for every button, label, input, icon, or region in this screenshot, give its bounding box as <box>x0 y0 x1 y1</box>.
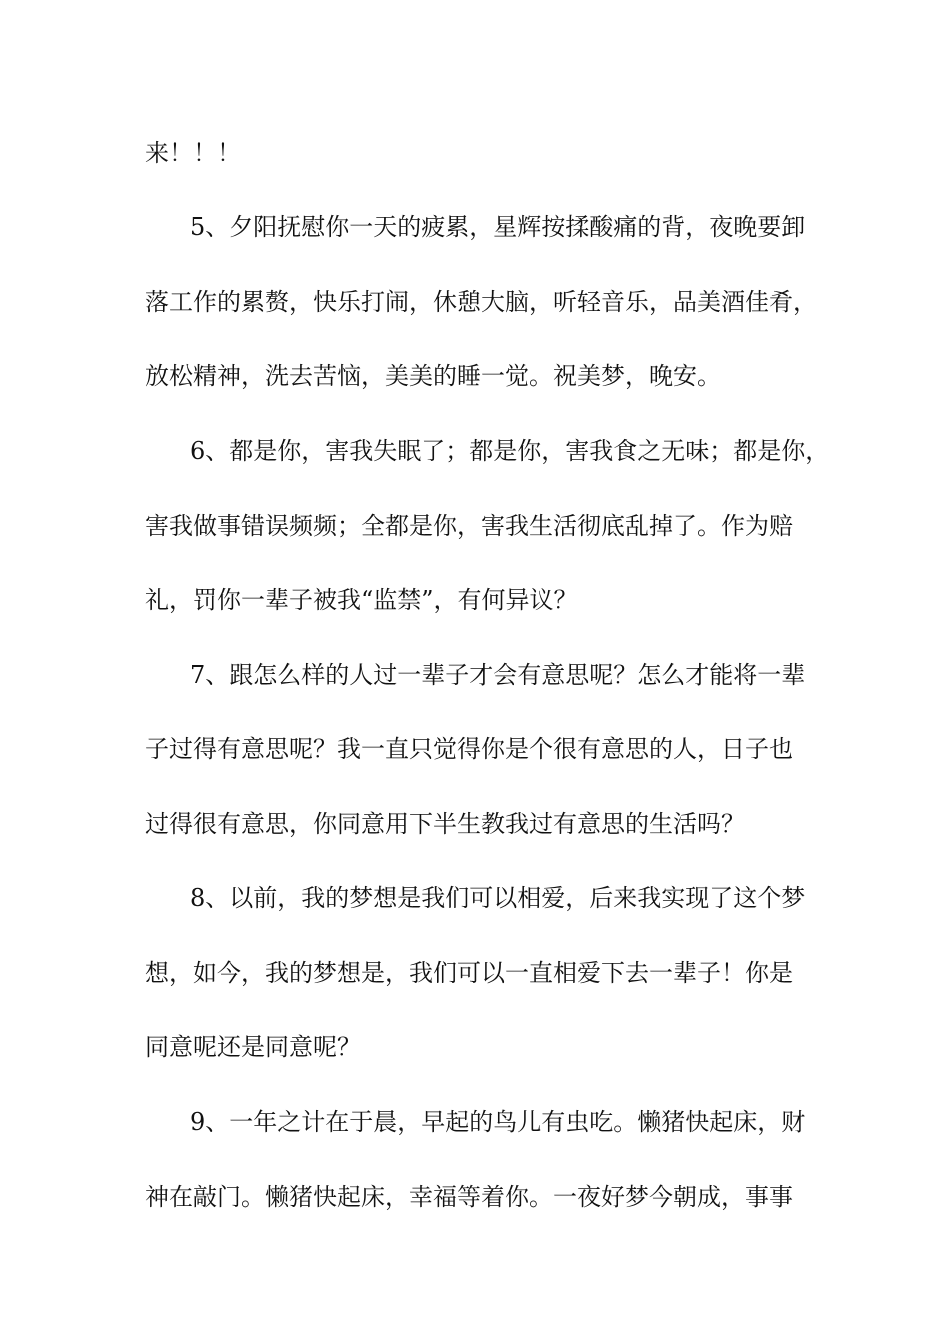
paragraph-line: 9、一年之计在于晨，早起的鸟儿有虫吃。懒猪快起床，财 <box>190 1108 806 1136</box>
paragraph-line: 神在敲门。懒猪快起床，幸福等着你。一夜好梦今朝成，事事 <box>145 1183 793 1211</box>
paragraph-line: 想，如今，我的梦想是，我们可以一直相爱下去一辈子！你是 <box>145 959 793 987</box>
paragraph-line: 5、夕阳抚慰你一天的疲累，星辉按揉酸痛的背，夜晚要卸 <box>190 213 806 241</box>
paragraph-line: 害我做事错误频频；全都是你，害我生活彻底乱掉了。作为赔 <box>145 512 793 540</box>
paragraph-line: 礼，罚你一辈子被我“监禁”，有何异议？ <box>145 586 578 614</box>
paragraph-line: 6、都是你，害我失眠了；都是你，害我食之无味；都是你， <box>190 437 830 465</box>
paragraph-line: 落工作的累赘，快乐打闹，休憩大脑，听轻音乐，品美酒佳肴， <box>145 288 817 316</box>
paragraph-line: 同意呢还是同意呢？ <box>145 1033 361 1061</box>
paragraph-line: 8、以前，我的梦想是我们可以相爱，后来我实现了这个梦 <box>190 884 806 912</box>
paragraph-line: 放松精神，洗去苦恼，美美的睡一觉。祝美梦，晚安。 <box>145 362 721 390</box>
paragraph-line: 7、跟怎么样的人过一辈子才会有意思呢？怎么才能将一辈 <box>190 661 806 689</box>
paragraph-line: 子过得有意思呢？我一直只觉得你是个很有意思的人，日子也 <box>145 735 793 763</box>
paragraph-line: 来！！！ <box>145 139 241 167</box>
paragraph-line: 过得很有意思，你同意用下半生教我过有意思的生活吗？ <box>145 810 745 838</box>
